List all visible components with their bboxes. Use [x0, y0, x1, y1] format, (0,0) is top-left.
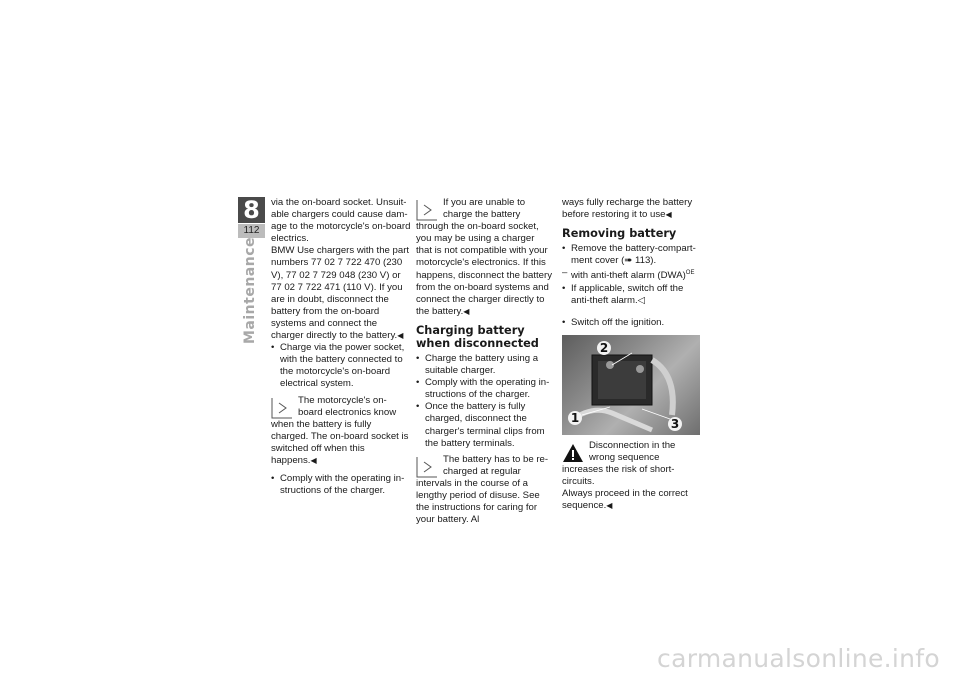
- bullet-item: • If applicable, switch off the anti-theft alarm.◁: [562, 283, 700, 307]
- paragraph-use: BMW Use chargers with the part numbers 77 02 7 722 470 (230 V), 77 02 7 729 048 (230 V) or 77 02 7 722 471 (110 V). If you are in doubt, disconnect the battery from the on-board systems and connect the charger directly to the battery.◀: [271, 245, 410, 342]
- warning-block: [562, 440, 700, 513]
- warning-text-2: Always proceed in the correct sequence.◀: [562, 488, 688, 512]
- page-number: 112: [238, 224, 265, 238]
- option-superscript: OE: [685, 270, 695, 277]
- bullet-item: • Switch off the ignition.: [562, 317, 700, 329]
- warning-text: Disconnection in the wrong sequence increases the risk of short-circuits.: [562, 439, 676, 488]
- callout-1: 1: [568, 411, 582, 425]
- end-mark: ◀: [397, 331, 404, 341]
- dash-item: – with anti-theft alarm (DWA)$^{OE}$: [562, 267, 700, 282]
- note-text: The battery has to be recharged at regular intervals in the course of a lengthy period of disuse. See the instructions for caring for your battery. Al: [416, 453, 549, 526]
- note-block: [416, 197, 552, 318]
- bullet-item: • Charge via the power socket, with the battery connected to the motorcycle's on-board electrical system.: [271, 342, 411, 390]
- note-triangle-icon: [416, 456, 438, 478]
- bullet-item: • Charge the battery using a suitable charger.: [416, 353, 552, 377]
- callout-3: 3: [668, 417, 682, 431]
- bullet-item: • Comply with the operating instructions of the charger.: [416, 377, 552, 401]
- bullet-item: • Remove the battery-compartment cover (➠ 113).: [562, 243, 700, 267]
- column-1: [271, 197, 411, 497]
- warning-icon: [562, 442, 584, 464]
- note-text: The motorcycle's on-board electronics know when the battery is fully charged. The on-board socket is switched off when this happens.◀: [271, 394, 409, 466]
- callout-2: 2: [597, 341, 611, 355]
- bullet-item: • Comply with the operating instructions of the charger.: [271, 473, 411, 497]
- end-mark: ◀: [310, 455, 317, 465]
- note-triangle-icon: [416, 199, 438, 221]
- chapter-number: 8: [238, 197, 265, 223]
- column-3: [562, 197, 700, 513]
- section-heading: Removing battery: [562, 227, 677, 241]
- paragraph-intro: via the on-board socket. Unsuitable chargers could cause damage to the motorcycle's on-board electrics.: [271, 197, 411, 245]
- note-text: If you are unable to charge the battery through the on-board socket, you may be using a charger that is not compatible with your motorcycle's electronics. If this happens, disconnect the battery from the on-board systems and connect the charger directly to the battery.◀: [416, 197, 553, 317]
- bullet-item: • Once the battery is fully charged, disconnect the charger's terminal clips from the battery terminals.: [416, 401, 552, 449]
- note-block: [271, 395, 411, 468]
- chapter-title: Maintenance: [242, 236, 258, 344]
- end-mark-open: ◁: [637, 294, 646, 306]
- column-2: [416, 197, 552, 526]
- note-block: [416, 454, 552, 527]
- battery-photo: [562, 335, 700, 435]
- note-triangle-icon: [271, 397, 293, 419]
- end-mark: ◀: [606, 501, 613, 511]
- end-mark: ◀: [463, 306, 470, 316]
- paragraph-continued: ways fully recharge the battery before restoring it to use◀: [562, 197, 693, 221]
- watermark: carmanualsonline.info: [657, 644, 940, 673]
- end-mark: ◀: [665, 210, 672, 220]
- section-heading: Charging battery when disconnected: [416, 323, 539, 350]
